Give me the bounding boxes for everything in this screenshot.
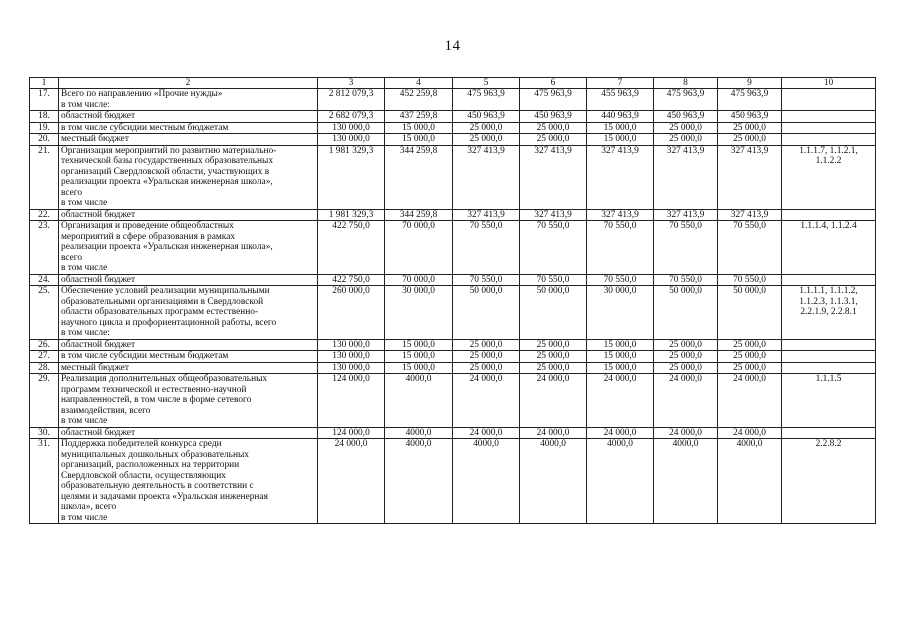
- amount-cell: 25 000,0: [520, 339, 587, 351]
- amount-cell: 130 000,0: [318, 134, 385, 146]
- budget-table: [29, 77, 876, 524]
- target-line: 1.1.1.7, 1.1.2.1,: [799, 145, 858, 156]
- amount-cell: 475 963,9: [718, 89, 782, 111]
- amount-cell: 2 812 079,3: [318, 89, 385, 111]
- description-line: местный бюджет: [61, 134, 129, 144]
- amount-cell: 452 259,8: [385, 89, 453, 111]
- row-description: [59, 221, 318, 275]
- row-description: [59, 286, 318, 340]
- description-line: областной бюджет: [61, 209, 136, 220]
- amount-cell: 130 000,0: [318, 351, 385, 363]
- table-row: [30, 351, 876, 363]
- amount-cell: 15 000,0: [587, 362, 654, 374]
- header-cell: 9: [718, 78, 782, 89]
- description-line: в том числе:: [61, 328, 110, 338]
- amount-cell: 50 000,0: [718, 286, 782, 340]
- table-header-row: [30, 78, 876, 89]
- description-line: всего: [61, 187, 83, 198]
- amount-cell: 25 000,0: [654, 362, 718, 374]
- row-description: [59, 209, 318, 221]
- amount-cell: 25 000,0: [453, 134, 520, 146]
- table-row: [30, 221, 876, 275]
- table-row: [30, 374, 876, 428]
- row-description: [59, 351, 318, 363]
- header-cell: 8: [654, 78, 718, 89]
- row-description: [59, 122, 318, 134]
- amount-cell: 327 413,9: [520, 209, 587, 221]
- amount-cell: 30 000,0: [385, 286, 453, 340]
- description-line: целями и задачами проекта «Уральская инженерная: [61, 491, 268, 502]
- description-line: Свердловской области, осуществляющих: [61, 470, 226, 481]
- amount-cell: 475 963,9: [453, 89, 520, 111]
- table-row: [30, 111, 876, 123]
- amount-cell: 70 550,0: [718, 221, 782, 275]
- amount-cell: 50 000,0: [520, 286, 587, 340]
- amount-cell: 130 000,0: [318, 362, 385, 374]
- target-line: 1.1.1.5: [815, 374, 842, 384]
- header-cell: 6: [520, 78, 587, 89]
- row-number: 23.: [30, 221, 59, 275]
- row-number: 28.: [30, 362, 59, 374]
- row-description: [59, 339, 318, 351]
- amount-cell: 327 413,9: [453, 145, 520, 209]
- table-row: [30, 427, 876, 439]
- row-description: [59, 439, 318, 524]
- amount-cell: 25 000,0: [654, 134, 718, 146]
- amount-cell: 70 550,0: [654, 221, 718, 275]
- amount-cell: 327 413,9: [453, 209, 520, 221]
- target-indicators: [782, 439, 876, 524]
- description-line: технической базы государственных образовательных: [61, 156, 274, 166]
- amount-cell: 25 000,0: [520, 362, 587, 374]
- table-row: [30, 89, 876, 111]
- row-number: 26.: [30, 339, 59, 351]
- table-row: [30, 362, 876, 374]
- description-line: всего: [61, 252, 83, 263]
- amount-cell: 24 000,0: [718, 374, 782, 428]
- row-description: [59, 427, 318, 439]
- amount-cell: 70 550,0: [587, 221, 654, 275]
- amount-cell: 4000,0: [520, 439, 587, 524]
- row-description: [59, 111, 318, 123]
- amount-cell: 450 963,9: [453, 111, 520, 123]
- target-indicators: [782, 274, 876, 286]
- amount-cell: 15 000,0: [587, 351, 654, 363]
- amount-cell: 440 963,9: [587, 111, 654, 123]
- description-line: в том числе: [61, 416, 108, 426]
- target-indicators: [782, 134, 876, 146]
- amount-cell: 25 000,0: [453, 339, 520, 351]
- row-description: [59, 89, 318, 111]
- description-line: областной бюджет: [61, 427, 136, 438]
- amount-cell: 437 259,8: [385, 111, 453, 123]
- amount-cell: 24 000,0: [718, 427, 782, 439]
- description-line: организаций Свердловской области, участвующих в: [61, 166, 270, 177]
- description-line: в том числе: [61, 512, 108, 523]
- row-description: [59, 145, 318, 209]
- header-cell: 10: [782, 78, 876, 89]
- amount-cell: 130 000,0: [318, 339, 385, 351]
- amount-cell: 4000,0: [718, 439, 782, 524]
- amount-cell: 450 963,9: [718, 111, 782, 123]
- amount-cell: 475 963,9: [520, 89, 587, 111]
- amount-cell: 24 000,0: [453, 374, 520, 428]
- target-line: 1.1.1.1, 1.1.1.2,: [799, 286, 858, 296]
- amount-cell: 25 000,0: [453, 351, 520, 363]
- amount-cell: 327 413,9: [587, 145, 654, 209]
- header-cell: 2: [59, 78, 318, 89]
- amount-cell: 130 000,0: [318, 122, 385, 134]
- amount-cell: 327 413,9: [520, 145, 587, 209]
- amount-cell: 4000,0: [385, 374, 453, 428]
- amount-cell: 124 000,0: [318, 374, 385, 428]
- amount-cell: 327 413,9: [654, 145, 718, 209]
- amount-cell: 50 000,0: [654, 286, 718, 340]
- description-line: в том числе: [61, 198, 108, 208]
- description-line: муниципальных дошкольных образовательных: [61, 449, 249, 460]
- amount-cell: 450 963,9: [520, 111, 587, 123]
- table-row: [30, 134, 876, 146]
- amount-cell: 15 000,0: [385, 134, 453, 146]
- amount-cell: 15 000,0: [587, 134, 654, 146]
- row-number: 18.: [30, 111, 59, 123]
- description-line: Организация мероприятий по развитию материально-: [61, 145, 277, 156]
- amount-cell: 25 000,0: [520, 122, 587, 134]
- description-line: областной бюджет: [61, 274, 136, 285]
- amount-cell: 4000,0: [587, 439, 654, 524]
- target-line: 1.1.1.4, 1.1.2.4: [800, 221, 857, 231]
- description-line: научного цикла и профориентационной работы, всего: [61, 317, 277, 328]
- amount-cell: 24 000,0: [587, 374, 654, 428]
- amount-cell: 327 413,9: [587, 209, 654, 221]
- table-row: [30, 439, 876, 524]
- row-number: 31.: [30, 439, 59, 524]
- amount-cell: 25 000,0: [718, 339, 782, 351]
- table-row: [30, 209, 876, 221]
- target-indicators: [782, 209, 876, 221]
- row-number: 29.: [30, 374, 59, 428]
- description-line: областной бюджет: [61, 111, 136, 121]
- description-line: реализации проекта «Уральская инженерная школа»,: [61, 177, 273, 187]
- page-number: 14: [444, 38, 461, 54]
- target-line: 1.1.2.2: [815, 156, 842, 166]
- amount-cell: 422 750,0: [318, 221, 385, 275]
- description-line: взаимодействия, всего: [61, 405, 151, 416]
- amount-cell: 24 000,0: [654, 427, 718, 439]
- amount-cell: 24 000,0: [453, 427, 520, 439]
- amount-cell: 24 000,0: [318, 439, 385, 524]
- target-indicators: [782, 111, 876, 123]
- amount-cell: 327 413,9: [654, 209, 718, 221]
- description-line: программ технической и естественно-научной: [61, 384, 247, 395]
- amount-cell: 475 963,9: [654, 89, 718, 111]
- target-indicators: [782, 362, 876, 374]
- row-number: 27.: [30, 351, 59, 363]
- target-indicators: [782, 221, 876, 275]
- amount-cell: 4000,0: [654, 439, 718, 524]
- table-row: [30, 286, 876, 340]
- target-indicators: [782, 351, 876, 363]
- amount-cell: 15 000,0: [587, 122, 654, 134]
- description-line: Организация и проведение общеобластных: [61, 221, 234, 231]
- header-cell: 1: [30, 78, 59, 89]
- header-cell: 4: [385, 78, 453, 89]
- amount-cell: 15 000,0: [385, 339, 453, 351]
- target-indicators: [782, 374, 876, 428]
- amount-cell: 50 000,0: [453, 286, 520, 340]
- target-indicators: [782, 427, 876, 439]
- row-description: [59, 374, 318, 428]
- row-number: 25.: [30, 286, 59, 340]
- amount-cell: 124 000,0: [318, 427, 385, 439]
- amount-cell: 1 981 329,3: [318, 209, 385, 221]
- amount-cell: 70 000,0: [385, 221, 453, 275]
- amount-cell: 70 550,0: [654, 274, 718, 286]
- amount-cell: 70 550,0: [453, 221, 520, 275]
- amount-cell: 327 413,9: [718, 145, 782, 209]
- amount-cell: 260 000,0: [318, 286, 385, 340]
- amount-cell: 4000,0: [385, 439, 453, 524]
- amount-cell: 24 000,0: [520, 427, 587, 439]
- description-line: Обеспечение условий реализации муниципальными: [61, 286, 270, 296]
- description-line: образовательными организациями в Свердловской: [61, 296, 264, 307]
- target-indicators: [782, 122, 876, 134]
- amount-cell: 25 000,0: [654, 122, 718, 134]
- amount-cell: 70 000,0: [385, 274, 453, 286]
- amount-cell: 25 000,0: [654, 339, 718, 351]
- amount-cell: 70 550,0: [520, 274, 587, 286]
- amount-cell: 15 000,0: [587, 339, 654, 351]
- amount-cell: 25 000,0: [520, 134, 587, 146]
- amount-cell: 25 000,0: [718, 134, 782, 146]
- amount-cell: 455 963,9: [587, 89, 654, 111]
- description-line: Всего по направлению «Прочие нужды»: [61, 89, 223, 99]
- header-cell: 3: [318, 78, 385, 89]
- amount-cell: 422 750,0: [318, 274, 385, 286]
- amount-cell: 1 981 329,3: [318, 145, 385, 209]
- row-number: 19.: [30, 122, 59, 134]
- amount-cell: 4000,0: [385, 427, 453, 439]
- amount-cell: 24 000,0: [587, 427, 654, 439]
- description-line: в том числе субсидии местным бюджетам: [61, 351, 229, 361]
- row-description: [59, 274, 318, 286]
- description-line: образовательную деятельность в соответствии с: [61, 481, 254, 491]
- amount-cell: 15 000,0: [385, 362, 453, 374]
- description-line: области образовательных программ естественно-: [61, 307, 259, 317]
- description-line: школа», всего: [61, 502, 117, 512]
- amount-cell: 25 000,0: [718, 362, 782, 374]
- amount-cell: 344 259,8: [385, 145, 453, 209]
- header-cell: 7: [587, 78, 654, 89]
- amount-cell: 15 000,0: [385, 351, 453, 363]
- target-line: 2.2.8.2: [815, 439, 842, 449]
- row-number: 17.: [30, 89, 59, 111]
- description-line: местный бюджет: [61, 362, 129, 373]
- amount-cell: 25 000,0: [453, 362, 520, 374]
- amount-cell: 25 000,0: [520, 351, 587, 363]
- table-row: [30, 145, 876, 209]
- amount-cell: 24 000,0: [520, 374, 587, 428]
- description-line: областной бюджет: [61, 339, 136, 350]
- amount-cell: 4000,0: [453, 439, 520, 524]
- amount-cell: 344 259,8: [385, 209, 453, 221]
- description-line: в том числе:: [61, 99, 110, 110]
- table-row: [30, 274, 876, 286]
- amount-cell: 70 550,0: [453, 274, 520, 286]
- amount-cell: 70 550,0: [718, 274, 782, 286]
- target-line: 1.1.2.3, 1.1.3.1,: [799, 296, 858, 307]
- description-line: реализации проекта «Уральская инженерная школа»,: [61, 242, 273, 252]
- header-cell: 5: [453, 78, 520, 89]
- amount-cell: 25 000,0: [718, 122, 782, 134]
- row-description: [59, 134, 318, 146]
- amount-cell: 25 000,0: [718, 351, 782, 363]
- row-number: 24.: [30, 274, 59, 286]
- description-line: Реализация дополнительных общеобразовательных: [61, 374, 268, 384]
- amount-cell: 25 000,0: [654, 351, 718, 363]
- amount-cell: 327 413,9: [718, 209, 782, 221]
- amount-cell: 2 682 079,3: [318, 111, 385, 123]
- amount-cell: 450 963,9: [654, 111, 718, 123]
- row-number: 30.: [30, 427, 59, 439]
- table-row: [30, 122, 876, 134]
- target-indicators: [782, 89, 876, 111]
- description-line: Поддержка победителей конкурса среди: [61, 439, 222, 449]
- description-line: направленностей, в том числе в форме сетевого: [61, 395, 252, 405]
- amount-cell: 15 000,0: [385, 122, 453, 134]
- target-line: 2.2.1.9, 2.2.8.1: [800, 307, 857, 317]
- amount-cell: 30 000,0: [587, 286, 654, 340]
- target-indicators: [782, 286, 876, 340]
- description-line: организаций, расположенных на территории: [61, 460, 240, 470]
- amount-cell: 70 550,0: [520, 221, 587, 275]
- target-indicators: [782, 339, 876, 351]
- amount-cell: 25 000,0: [453, 122, 520, 134]
- row-number: 20.: [30, 134, 59, 146]
- row-number: 22.: [30, 209, 59, 221]
- row-description: [59, 362, 318, 374]
- row-number: 21.: [30, 145, 59, 209]
- table-row: [30, 339, 876, 351]
- target-indicators: [782, 145, 876, 209]
- amount-cell: 70 550,0: [587, 274, 654, 286]
- description-line: в том числе: [61, 263, 108, 273]
- description-line: в том числе субсидии местным бюджетам: [61, 122, 229, 133]
- amount-cell: 24 000,0: [654, 374, 718, 428]
- description-line: мероприятий в сфере образования в рамках: [61, 231, 236, 242]
